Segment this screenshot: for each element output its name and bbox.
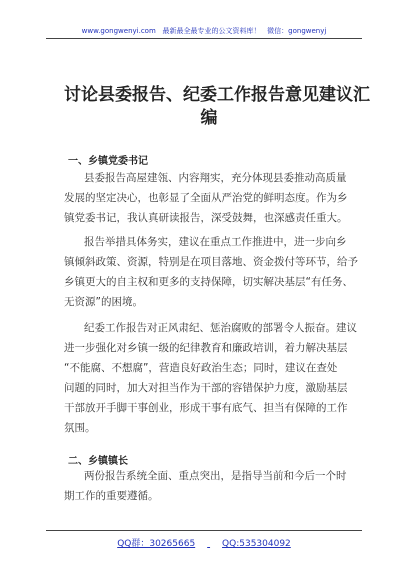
paragraph-line: 报告举措具体务实，建议在重点工作推进中，进一步向乡 [84, 236, 347, 248]
paragraph-line: 纪委工作报告对正风肃纪、惩治腐败的部署令人振奋。建议 [84, 322, 357, 334]
header-website[interactable]: www.gongwenyi.com [81, 27, 156, 35]
header-slogan: 最新最全最专业的公文资料库！ [162, 27, 261, 35]
paragraph-line: 乡镇更大的自主权和更多的支持保障，切实解决基层“有任务、 [64, 276, 353, 288]
footer-qq-group[interactable]: QQ群：30265665 [117, 539, 196, 549]
document-title [64, 84, 370, 130]
title-line: 讨论县委报告、纪委工作报告意见建议汇 [64, 85, 370, 105]
header-wechat: 微信：gongwenyj [267, 27, 327, 35]
footer-qq[interactable]: QQ:535304092 [222, 539, 291, 549]
paragraph [64, 168, 348, 228]
paragraph-line: 发展的坚定决心，也彰显了全面从严治党的鲜明态度。作为乡 [64, 192, 348, 204]
paragraph-line: 干部放开手脚干事创业，形成干事有底气、担当有保障的工作 [64, 402, 348, 414]
page-footer [0, 536, 408, 549]
paragraph-line: 两份报告系统全面、重点突出，是指导当前和今后一个时 [84, 470, 347, 482]
paragraph-line: 镇党委书记，我认真研读报告，深受鼓舞，也深感责任重大。 [64, 212, 348, 224]
paragraph [64, 232, 358, 312]
paragraph-line: 氛围。 [64, 422, 96, 434]
paragraph [64, 466, 347, 506]
title-line: 编 [200, 108, 218, 128]
section-heading-party-secretary: 一、乡镇党委书记 [68, 156, 148, 167]
paragraph [64, 318, 357, 438]
paragraph-line: 期工作的重要遵循。 [64, 490, 159, 502]
footer-divider [46, 530, 362, 531]
header-divider [46, 38, 362, 39]
paragraph-line: “不能腐、不想腐”，营造良好政治生态；同时，建议在查处 [64, 362, 338, 374]
paragraph-line: 县委报告高屋建瓴、内容翔实，充分体现县委推动高质量 [84, 172, 347, 184]
paragraph-line: 无资源”的困境。 [64, 296, 143, 308]
paragraph-line: 进一步强化对乡镇一级的纪律教育和廉政培训，着力解决基层 [64, 342, 348, 354]
paragraph-line: 镇倾斜政策、资源，特别是在项目落地、资金拨付等环节，给予 [64, 256, 358, 268]
page-header [0, 26, 408, 36]
paragraph-line: 问题的同时，加大对担当作为干部的容错保护力度，激励基层 [64, 382, 348, 394]
section-heading-town-mayor: 二、乡镇镇长 [68, 456, 128, 467]
